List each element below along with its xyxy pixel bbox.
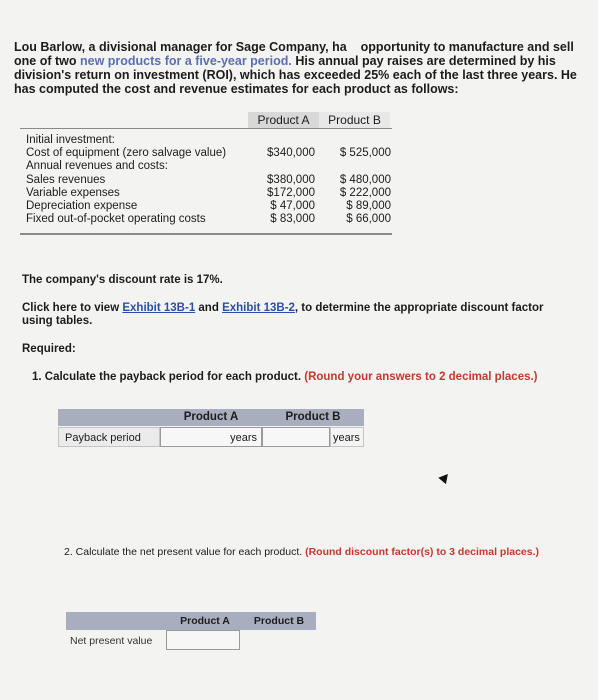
value-b: $ 89,000 [346, 200, 391, 212]
row-label: Depreciation expense [26, 200, 138, 212]
value-a: $172,000 [267, 187, 315, 199]
value-b: $ 480,000 [339, 174, 391, 186]
q1-payback-row [58, 427, 364, 449]
cost-col-product-b: Product B [319, 112, 390, 128]
intro-part2: opportunity to manufacture and sell one of two [14, 40, 574, 68]
q2-text: 2. Calculate the net present value for each product. [64, 546, 303, 558]
q1-note: (Round your answers to 2 decimal places.) [304, 371, 538, 383]
table-row [26, 174, 392, 187]
q2-col-product-b: Product B [253, 615, 305, 627]
payback-b-unit: years [330, 427, 364, 447]
table-row [26, 147, 392, 160]
table-row [26, 213, 392, 226]
click-text-2: , to determine the appropriate discount factor using tables. [22, 302, 544, 327]
intro-part3: new products for a five-year period. [79, 54, 292, 68]
click-text-1: Click here to view [22, 302, 123, 314]
value-b: $ 66,000 [346, 213, 391, 225]
mouse-pointer-icon [438, 471, 451, 484]
row-label: Variable expenses [26, 187, 120, 199]
cost-col-product-a: Product A [248, 112, 319, 128]
npv-a-input[interactable] [166, 630, 240, 650]
intro-part4: His annual pay raises are determined by his division's return on investment (ROI), which has exceeded 25% each of the last three years. He has computed the cost and revenue estimates for each product as follows: [14, 54, 577, 96]
problem-intro [14, 40, 584, 96]
table-row [26, 160, 392, 173]
q1-col-product-b: Product B [285, 411, 341, 423]
q2-note: (Round discount factor(s) to 3 decimal places.) [305, 546, 540, 558]
payback-b-input[interactable] [262, 427, 330, 447]
npv-label: Net present value [70, 635, 153, 647]
q1-text: 1. Calculate the payback period for each product. [32, 371, 302, 383]
discount-rate-text: The company's discount rate is 17%. [22, 274, 223, 286]
click-and: and [195, 302, 223, 314]
exhibit-13b-1-link[interactable]: Exhibit 13B-1 [122, 302, 196, 314]
value-a: $340,000 [267, 147, 315, 159]
intro-part1: Lou Barlow, a divisional manager for Sage Company, ha [14, 40, 347, 54]
table-row [26, 200, 392, 213]
q2-table-header [66, 612, 316, 630]
payback-a-unit: years [230, 432, 257, 444]
payback-a-input[interactable] [161, 428, 230, 446]
row-label: Cost of equipment (zero salvage value) [26, 147, 227, 159]
payback-period-label: Payback period [58, 427, 160, 447]
intro-part2-faint [350, 40, 360, 54]
row-label: Fixed out-of-pocket operating costs [26, 213, 206, 225]
exhibit-instructions [22, 302, 577, 328]
required-heading: Required: [22, 343, 76, 355]
value-a: $ 83,000 [270, 213, 315, 225]
exhibit-13b-2-link[interactable]: Exhibit 13B-2 [222, 302, 295, 314]
value-b: $ 222,000 [339, 187, 391, 199]
row-label: Sales revenues [26, 174, 106, 186]
q2-npv-row [66, 630, 316, 652]
row-label: Annual revenues and costs: [26, 160, 168, 172]
table-row [26, 134, 392, 147]
cost-table-header [248, 112, 390, 128]
value-a: $ 47,000 [270, 200, 315, 212]
payback-a-cell [160, 427, 262, 447]
table-row [26, 187, 392, 200]
question-2 [64, 546, 594, 559]
q2-col-product-a: Product A [180, 615, 230, 627]
row-label: Initial investment: [26, 134, 115, 146]
value-a: $380,000 [267, 174, 315, 186]
question-1 [32, 371, 592, 384]
q1-col-product-a: Product A [183, 411, 239, 423]
q1-table-header [58, 409, 364, 426]
value-b: $ 525,000 [339, 147, 391, 159]
cost-table [20, 128, 392, 235]
